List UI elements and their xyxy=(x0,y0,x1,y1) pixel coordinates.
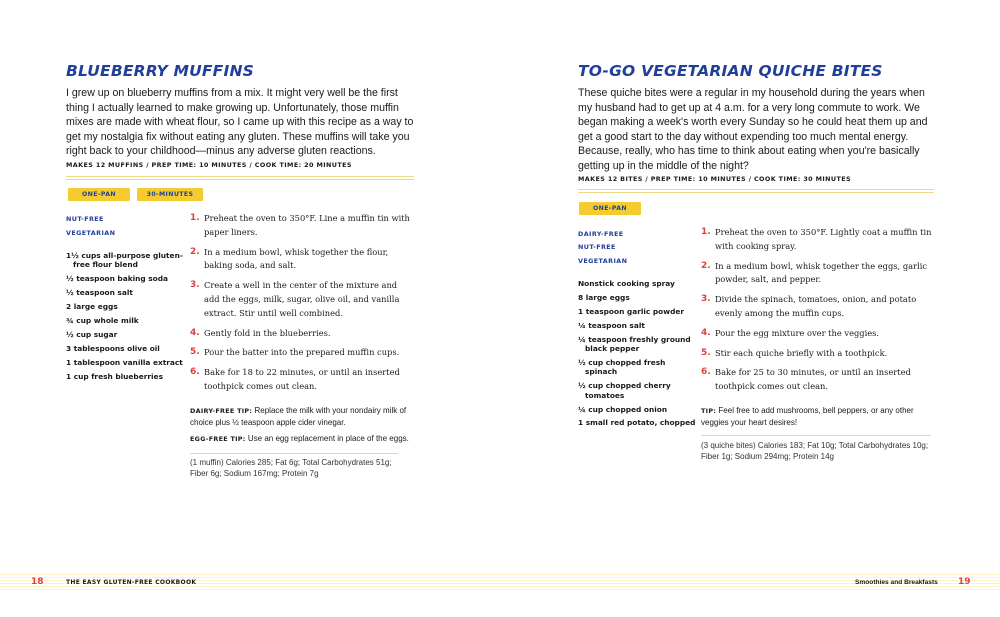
dietary-label: VEGETARIAN xyxy=(66,229,116,237)
nutrition-info: (3 quiche bites) Calories 183; Fat 10g; Total Carbohydrates 10g; Fiber 1g; Sodium 294mg; Protein 14g xyxy=(701,441,929,462)
step-item xyxy=(701,293,935,321)
step-number: 4. xyxy=(190,327,200,338)
tag-badge: ONE-PAN xyxy=(579,202,641,215)
ingredient-item: 1½ cups all-purpose gluten-free flour blend xyxy=(66,251,183,270)
step-text: In a medium bowl, whisk together the flour, baking soda, and salt. xyxy=(204,246,389,271)
step-item xyxy=(701,327,935,341)
ingredient-item: 1 cup fresh blueberries xyxy=(66,371,163,381)
recipe-title: BLUEBERRY MUFFINS xyxy=(66,62,254,80)
recipe-title: TO-GO VEGETARIAN QUICHE BITES xyxy=(578,62,883,80)
recipe-tip xyxy=(190,433,416,445)
step-list xyxy=(190,212,414,394)
ingredient-item: ½ cup chopped fresh spinach xyxy=(578,357,666,377)
recipe-intro: These quiche bites were a regular in my household during the years when my husband had to get up at 4 a.m. for a very long commute to work. We began making a week's worth every Sunday so he could heat them up and get a good start to the day without expending too much mental energy. Because, really, who has time to think about eating when you're basically getting up in the middle of the night? xyxy=(578,87,928,172)
section-divider xyxy=(578,189,934,190)
step-text: Pour the egg mixture over the veggies. xyxy=(715,327,880,338)
recipe-intro: I grew up on blueberry muffins from a mix. It might very well be the first thing I actually learned to make growing up. Unfortunately, those muffin mixes are made with wheat flour, so I came up with this recipe as a way to get my nostalgia fix without eating any gluten. These muffins will take you right back to your childhood—minus any adverse gluten reactions. xyxy=(66,87,414,158)
ingredient-item: ¾ cup whole milk xyxy=(66,316,139,326)
ingredient-item: 8 large eggs xyxy=(578,292,630,302)
ingredient-item: 1 small red potato, chopped xyxy=(578,418,696,428)
step-text: Gently fold in the blueberries. xyxy=(204,327,331,338)
nutrition-divider xyxy=(190,453,398,454)
ingredient-item: 3 tablespoons olive oil xyxy=(66,343,160,353)
step-item xyxy=(701,347,935,361)
recipe-meta: MAKES 12 MUFFINS / PREP TIME: 10 MINUTES / COOK TIME: 20 MINUTES xyxy=(66,161,352,169)
step-text: Stir each quiche briefly with a toothpick. xyxy=(715,347,888,358)
page-number-left: 18 xyxy=(31,577,44,587)
step-list xyxy=(701,226,935,394)
ingredient-item: ½ teaspoon salt xyxy=(66,288,133,298)
step-text: Create a well in the center of the mixture and add the eggs, milk, sugar, olive oil, and vanilla extract. Stir until well combined. xyxy=(204,280,400,318)
step-number: 1. xyxy=(701,227,711,237)
ingredient-item: ¼ teaspoon salt xyxy=(578,320,645,330)
ingredient-item: ½ teaspoon baking soda xyxy=(66,274,169,284)
dietary-label: VEGETARIAN xyxy=(578,257,628,265)
running-head-right: Smoothies and Breakfasts xyxy=(855,579,938,586)
tag-badge: 30-MINUTES xyxy=(137,188,203,201)
ingredient-item: 1 tablespoon vanilla extract xyxy=(66,357,183,367)
step-item xyxy=(701,226,935,254)
step-item xyxy=(190,327,414,341)
step-text: In a medium bowl, whisk together the eggs, garlic powder, salt, and pepper. xyxy=(715,260,928,285)
running-head-left: THE EASY GLUTEN-FREE COOKBOOK xyxy=(66,579,197,586)
step-text: Bake for 25 to 30 minutes, or until an inserted toothpick comes out clean. xyxy=(715,367,911,392)
step-text: Pour the batter into the prepared muffin cups. xyxy=(204,347,400,358)
dietary-label: NUT-FREE xyxy=(66,215,104,223)
step-text: Preheat the oven to 350°F. Lightly coat a muffin tin with cooking spray. xyxy=(715,227,932,251)
tip-label: TIP: xyxy=(701,407,717,415)
step-number: 1. xyxy=(190,213,200,223)
section-divider xyxy=(66,176,414,177)
ingredient-item: ¼ cup chopped onion xyxy=(578,404,668,414)
step-item xyxy=(190,366,414,394)
step-number: 2. xyxy=(190,246,200,257)
step-item xyxy=(190,246,414,274)
step-number: 3. xyxy=(701,294,711,305)
recipe-tip xyxy=(190,405,416,429)
step-number: 6. xyxy=(190,367,200,378)
step-item xyxy=(701,260,935,288)
recipe-tip xyxy=(701,405,927,429)
tag-badge: ONE-PAN xyxy=(68,188,130,201)
step-number: 3. xyxy=(190,280,200,291)
right-page xyxy=(500,0,1000,617)
tip-text: Replace the milk with your nondairy milk of choice plus ½ teaspoon apple cider vinegar. xyxy=(190,406,407,428)
step-text: Preheat the oven to 350°F. Line a muffin tin with paper liners. xyxy=(204,213,410,237)
step-item xyxy=(701,366,935,394)
tip-label: EGG-FREE TIP: xyxy=(190,435,246,443)
ingredient-item: ¼ teaspoon freshly ground black pepper xyxy=(578,334,691,354)
step-number: 5. xyxy=(190,347,200,358)
dietary-label: NUT-FREE xyxy=(578,243,616,251)
ingredient-list xyxy=(578,279,698,432)
step-item xyxy=(190,279,414,320)
nutrition-divider xyxy=(701,435,931,436)
step-item xyxy=(190,346,414,360)
ingredient-item: 1 teaspoon garlic powder xyxy=(578,306,685,316)
tip-text: Use an egg replacement in place of the eggs. xyxy=(247,434,409,443)
tip-text: Feel free to add mushrooms, bell peppers, or any other veggies your heart desires! xyxy=(701,406,914,428)
ingredient-item: ½ cup sugar xyxy=(66,329,118,339)
step-number: 4. xyxy=(701,327,711,338)
dietary-label: DAIRY-FREE xyxy=(578,230,624,238)
step-number: 2. xyxy=(701,260,711,271)
step-text: Bake for 18 to 22 minutes, or until an inserted toothpick comes out clean. xyxy=(204,367,400,391)
step-number: 6. xyxy=(701,367,711,378)
ingredient-item: 2 large eggs xyxy=(66,302,118,312)
ingredient-item: ½ cup chopped cherry tomatoes xyxy=(578,381,671,400)
nutrition-info: (1 muffin) Calories 285; Fat 6g; Total Carbohydrates 51g; Fiber 6g; Sodium 167mg; Protein 7g xyxy=(190,458,392,479)
step-item xyxy=(190,212,414,240)
page-number-right: 19 xyxy=(958,577,971,587)
recipe-meta: MAKES 12 BITES / PREP TIME: 10 MINUTES / COOK TIME: 30 MINUTES xyxy=(578,175,852,183)
tip-label: DAIRY-FREE TIP: xyxy=(190,407,253,415)
ingredient-list xyxy=(66,251,186,386)
step-text: Divide the spinach, tomatoes, onion, and potato evenly among the muffin cups. xyxy=(715,294,917,318)
step-number: 5. xyxy=(701,347,711,358)
ingredient-item: Nonstick cooking spray xyxy=(578,279,675,288)
